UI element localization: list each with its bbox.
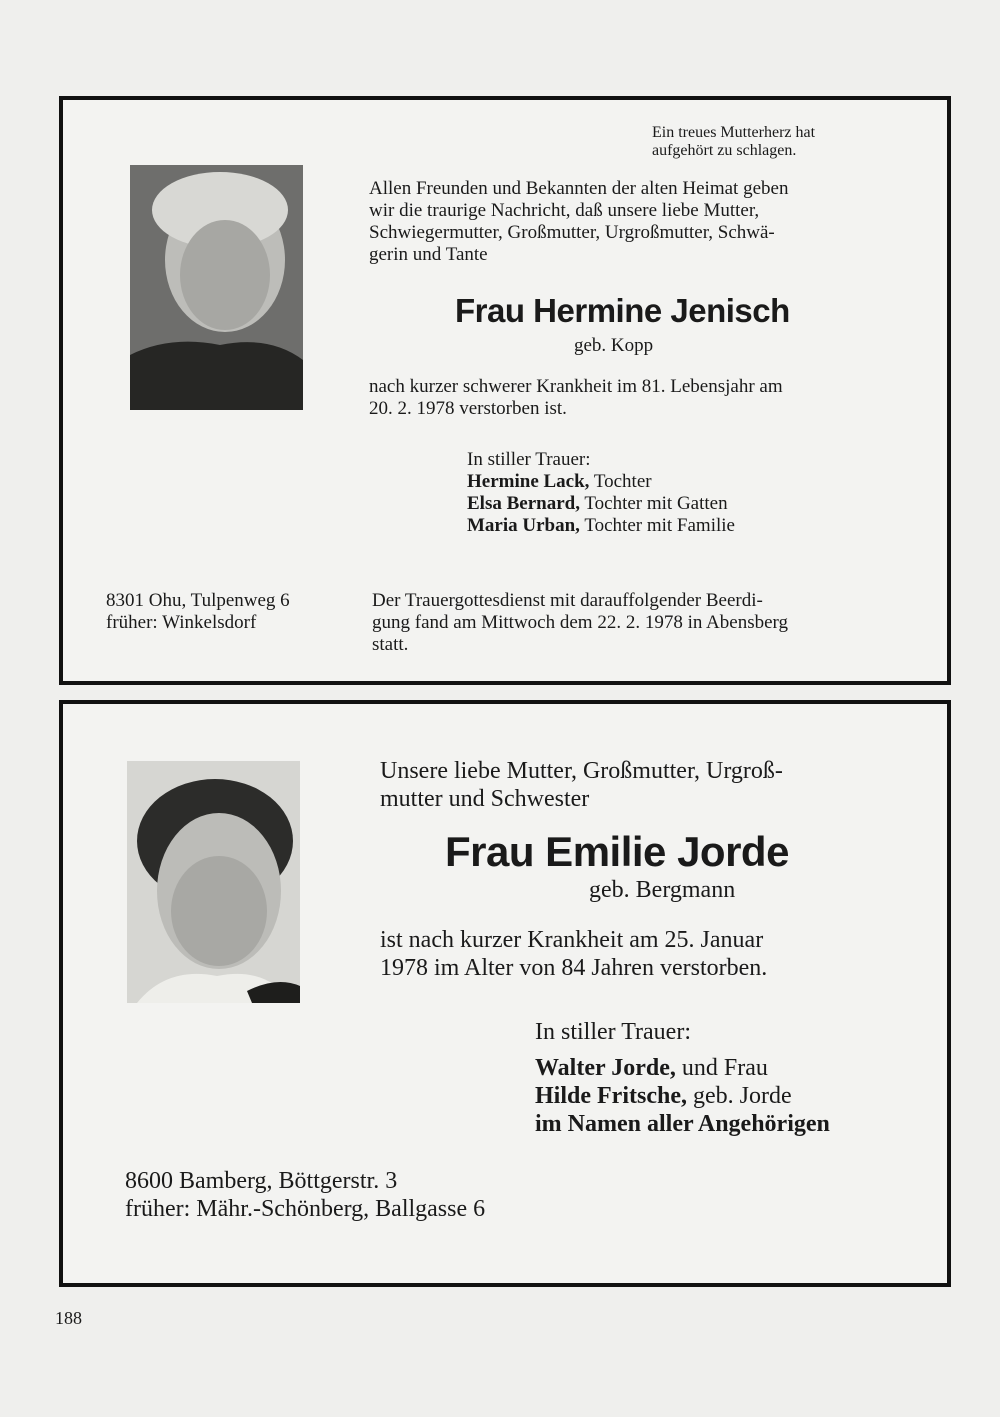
address-block [106, 590, 290, 634]
portrait-photo-jenisch [130, 165, 303, 410]
mourner-name: Hermine Lack, [467, 471, 590, 492]
mourner-line [535, 1054, 830, 1082]
service-line: Der Trauergottesdienst mit darauffolgender Beerdi- [372, 590, 763, 611]
page-number: 188 [55, 1308, 82, 1328]
intro-line: Allen Freunden und Bekannten der alten Heimat geben [369, 178, 789, 199]
funeral-service-text [372, 590, 788, 656]
mourner-name: im Namen aller Angehörigen [535, 1111, 830, 1137]
intro-line: mutter und Schwester [380, 786, 590, 812]
deceased-name: Frau Emilie Jorde [445, 828, 789, 875]
death-line: 20. 2. 1978 verstorben ist. [369, 398, 567, 419]
death-line: ist nach kurzer Krankheit am 25. Januar [380, 927, 764, 953]
mourner-line [535, 1110, 830, 1138]
mourner-line [535, 1082, 830, 1110]
mourning-label: In stiller Trauer: [535, 1019, 691, 1045]
mourner-name: Hilde Fritsche, [535, 1083, 687, 1109]
deceased-name: Frau Hermine Jenisch [455, 292, 790, 329]
mourner-name: Walter Jorde, [535, 1055, 676, 1081]
address-line: früher: Winkelsdorf [106, 612, 257, 633]
mourner-relation: Tochter mit Gatten [579, 493, 728, 514]
portrait-photo-jorde [127, 761, 300, 1003]
mourner-line [467, 493, 735, 515]
mourner-relation: Tochter mit Familie [579, 515, 735, 536]
birth-name: geb. Kopp [574, 335, 654, 356]
birth-name: geb. Bergmann [589, 877, 736, 903]
death-text [380, 926, 767, 982]
intro-text [369, 178, 788, 266]
mourner-name: Elsa Bernard, [467, 493, 580, 514]
mourning-label: In stiller Trauer: [467, 449, 591, 470]
death-line: nach kurzer schwerer Krankheit im 81. Lebensjahr am [369, 376, 783, 397]
mourner-line [467, 471, 735, 493]
address-block [125, 1167, 485, 1223]
motto-line: aufgehört zu schlagen. [652, 142, 797, 159]
service-line: gung fand am Mittwoch dem 22. 2. 1978 in Abensberg [372, 612, 789, 633]
service-line: statt. [372, 634, 409, 655]
intro-line: gerin und Tante [369, 244, 488, 265]
motto [652, 124, 815, 160]
mourners-block [535, 1054, 830, 1138]
intro-text [380, 757, 783, 813]
obituary-notice-jenisch [59, 96, 951, 685]
address-line: 8600 Bamberg, Böttgerstr. 3 [125, 1168, 398, 1194]
death-line: 1978 im Alter von 84 Jahren verstorben. [380, 955, 768, 981]
mourner-relation: Tochter [589, 471, 652, 492]
motto-line: Ein treues Mutterherz hat [652, 124, 816, 141]
intro-line: Schwiegermutter, Großmutter, Urgroßmutter, Schwä- [369, 222, 775, 243]
mourner-line [467, 515, 735, 537]
death-text [369, 376, 783, 420]
address-line: 8301 Ohu, Tulpenweg 6 [106, 590, 290, 611]
mourners-block [467, 449, 735, 537]
mourner-relation: und Frau [675, 1055, 768, 1081]
intro-line: wir die traurige Nachricht, daß unsere liebe Mutter, [369, 200, 760, 221]
mourner-relation: geb. Jorde [686, 1083, 792, 1109]
intro-line: Unsere liebe Mutter, Großmutter, Urgroß- [380, 758, 783, 784]
address-line: früher: Mähr.-Schönberg, Ballgasse 6 [125, 1196, 486, 1222]
obituary-notice-jorde [59, 700, 951, 1287]
mourner-name: Maria Urban, [467, 515, 580, 536]
